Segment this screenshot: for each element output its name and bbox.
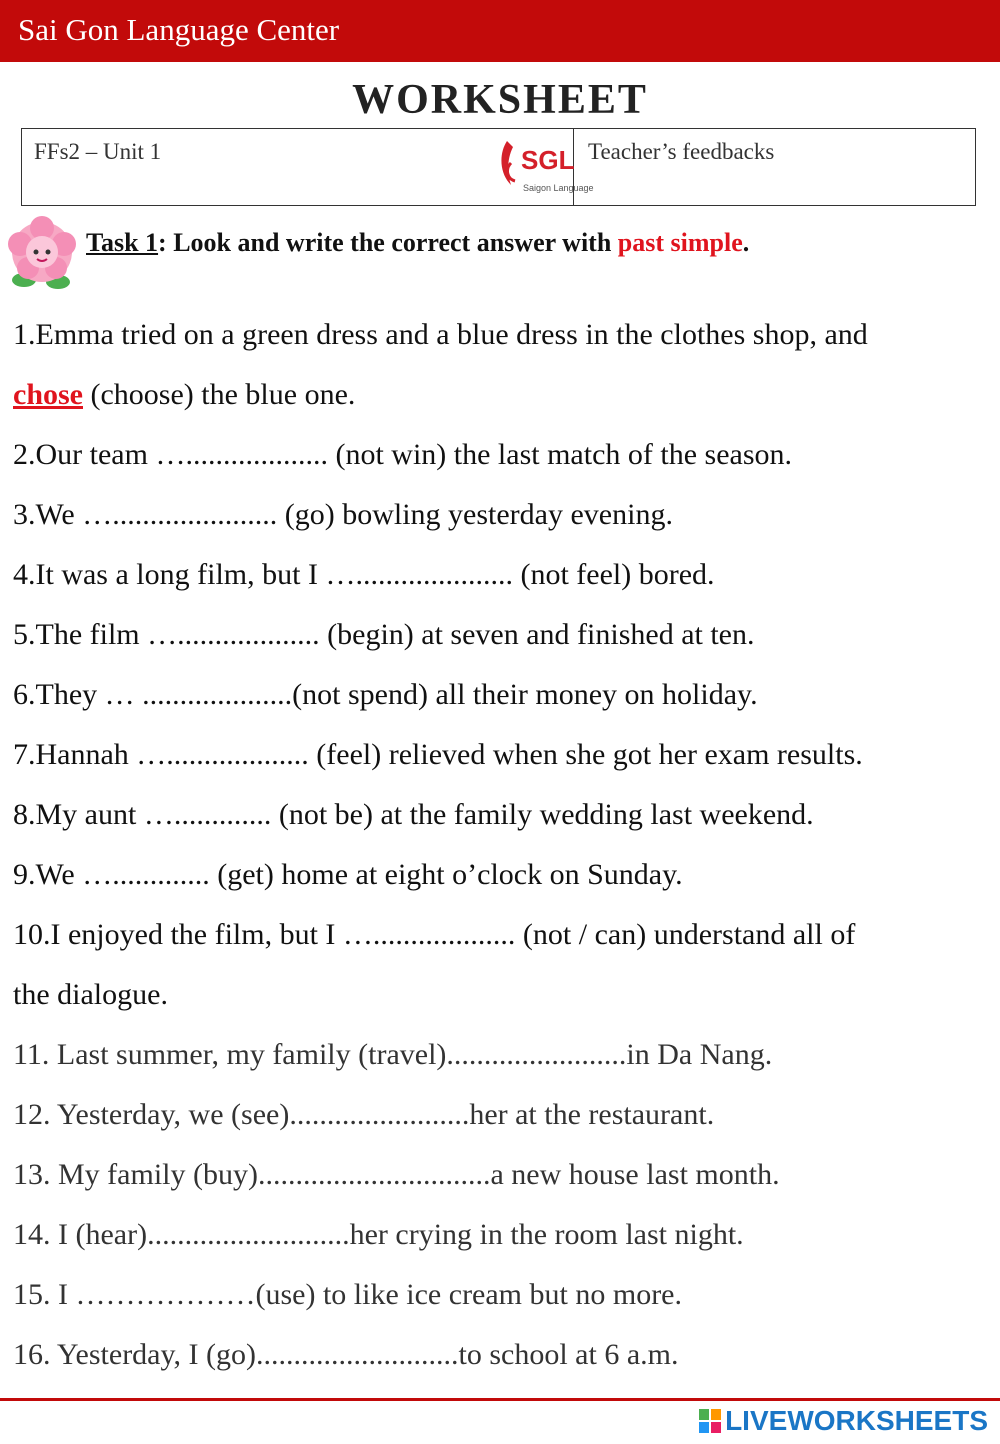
question-13: 13. My family (buy)...............................a new house last month. [13, 1158, 780, 1191]
task-highlight: past simple [617, 228, 743, 257]
course-cell [22, 129, 594, 205]
question-1-line-1: 1.Emma tried on a green dress and a blue dress in the clothes shop, and [13, 318, 868, 351]
task-label: Task 1 [86, 228, 159, 257]
question-7: 7.Hannah …................... (feel) relieved when she got her exam results. [13, 738, 863, 771]
logo-subtext: Saigon Language [523, 183, 594, 193]
info-table [21, 128, 976, 206]
worksheet-title: WORKSHEET [352, 77, 648, 123]
question-10-line-2: the dialogue. [13, 978, 168, 1011]
feedback-label: Teacher’s feedbacks [588, 139, 775, 164]
question-6: 6.They … ....................(not spend) all their money on holiday. [13, 678, 758, 711]
question-5: 5.The film …................... (begin) at seven and finished at ten. [13, 618, 755, 651]
question-12: 12. Yesterday, we (see)........................her at the restaurant. [13, 1098, 715, 1131]
task-end: . [742, 228, 750, 257]
question-9: 9.We …............. (get) home at eight o’clock on Sunday. [13, 858, 683, 891]
course-label: FFs2 – Unit 1 [34, 139, 162, 164]
question-3: 3.We …...................... (go) bowling yesterday evening. [13, 498, 673, 531]
logo-text: SGL [521, 145, 575, 175]
answer-field-1[interactable]: chose [13, 378, 83, 411]
question-14: 14. I (hear)...........................her crying in the room last night. [13, 1218, 744, 1251]
question-10-line-1: 10.I enjoyed the film, but I …................... (not / can) understand all of [13, 918, 856, 951]
footer-divider [0, 1398, 1000, 1401]
question-1-line-2 [13, 378, 355, 412]
header-bar [0, 0, 1000, 62]
question-1-rest: (choose) the blue one. [83, 378, 356, 411]
liveworksheets-brand[interactable] [699, 1404, 988, 1438]
question-2: 2.Our team …................... (not win) the last match of the season. [13, 438, 793, 471]
flower-icon [2, 214, 82, 296]
liveworksheets-logo-icon [699, 1409, 721, 1433]
question-8: 8.My aunt …............. (not be) at the family wedding last weekend. [13, 798, 814, 831]
center-name: Sai Gon Language Center [18, 12, 340, 47]
question-15: 15. I ………………(use) to like ice cream but no more. [13, 1278, 682, 1311]
task-text: : Look and write the correct answer with [158, 228, 618, 257]
task-instruction [86, 228, 749, 258]
liveworksheets-text: LIVEWORKSHEETS [725, 1405, 988, 1436]
question-16: 16. Yesterday, I (go)...........................to school at 6 a.m. [13, 1338, 679, 1371]
question-11: 11. Last summer, my family (travel)........................in Da Nang. [13, 1038, 773, 1071]
sgl-logo-icon [497, 133, 594, 199]
question-4: 4.It was a long film, but I …..................... (not feel) bored. [13, 558, 715, 591]
